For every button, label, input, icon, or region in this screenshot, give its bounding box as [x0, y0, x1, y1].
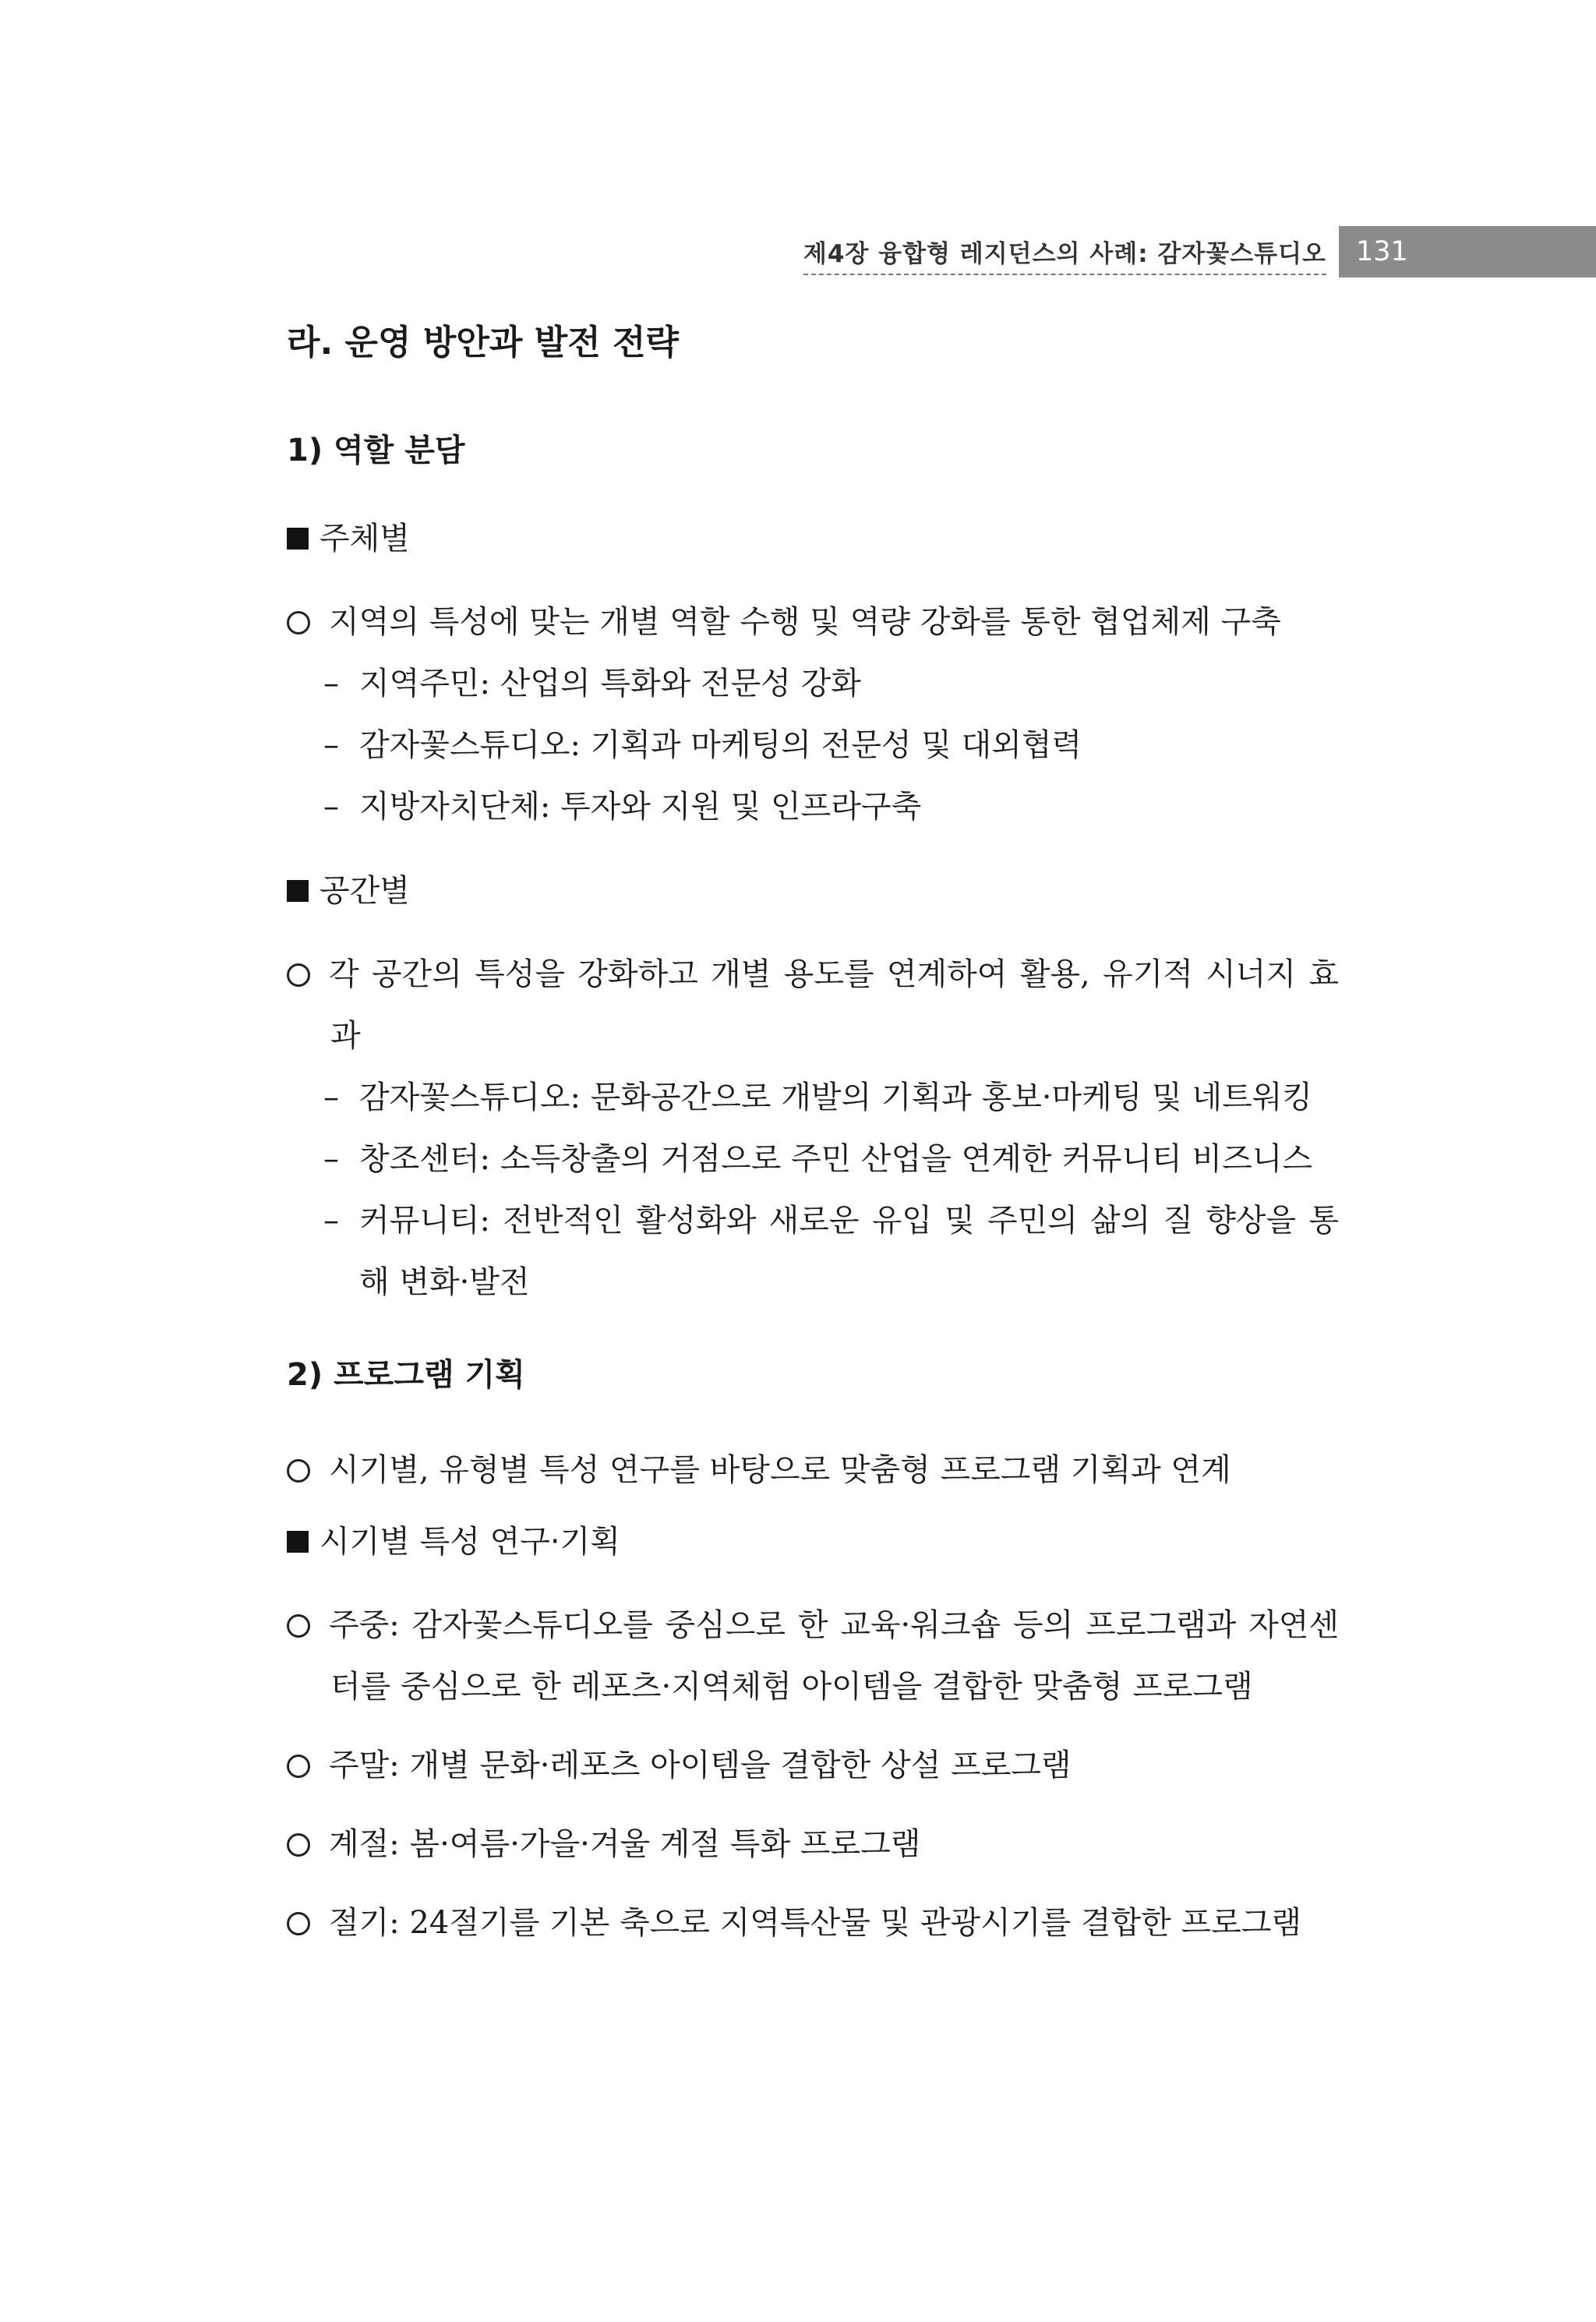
- bullet-text: 지역의 특성에 맞는 개별 역할 수행 및 역량 강화를 통한 협업체제 구축: [329, 604, 1281, 640]
- square-bullet-icon: [287, 1531, 309, 1553]
- circle-bullet-icon: [287, 963, 310, 987]
- dash-list-item: [287, 776, 1339, 838]
- item-text: 창조센터: 소득창출의 거점으로 주민 산업을 연계한 커뮤니티 비즈니스: [359, 1141, 1313, 1177]
- dash-list-item: [287, 1067, 1339, 1129]
- dash-list-item: [287, 715, 1339, 776]
- circle-bullet-item: [287, 592, 1339, 653]
- dash-marker: –: [323, 666, 339, 702]
- group-heading-by-actor: [287, 515, 1339, 562]
- square-bullet-icon: [287, 528, 309, 550]
- item-text: 지방자치단체: 투자와 지원 및 인프라구축: [359, 789, 922, 825]
- group-label: 공간별: [320, 873, 410, 909]
- item-text: 지역주민: 산업의 특화와 전문성 강화: [359, 666, 861, 702]
- circle-bullet-icon: [287, 1614, 310, 1638]
- dash-marker: –: [323, 727, 339, 763]
- dash-list-item: [287, 653, 1339, 715]
- section-title: 라. 운영 방안과 발전 전략: [287, 323, 680, 362]
- bullet-text: 주중: 감자꽃스튜디오를 중심으로 한 교육·워크숍 등의 프로그램과 자연센터를 중심으로 한 레포츠·지역체험 아이템을 결합한 맞춤형 프로그램: [329, 1607, 1339, 1705]
- item-text: 감자꽃스튜디오: 문화공간으로 개발의 기획과 홍보·마케팅 및 네트워킹: [359, 1080, 1313, 1115]
- group-label: 주체별: [320, 521, 410, 557]
- circle-bullet-icon: [287, 1459, 310, 1483]
- bullet-text: 시기별, 유형별 특성 연구를 바탕으로 맞춤형 프로그램 기획과 연계: [329, 1452, 1231, 1488]
- circle-bullet-icon: [287, 1912, 310, 1935]
- item-text: 감자꽃스튜디오: 기획과 마케팅의 전문성 및 대외협력: [359, 727, 1082, 763]
- dash-marker: –: [323, 1203, 339, 1239]
- bullet-text: 계절: 봄·여름·가을·겨울 계절 특화 프로그램: [329, 1826, 921, 1862]
- circle-bullet-icon: [287, 1833, 310, 1857]
- dash-marker: –: [323, 1141, 339, 1177]
- dash-marker: –: [323, 789, 339, 825]
- dash-list-item: [287, 1129, 1339, 1190]
- page-number-box: [1339, 226, 1596, 277]
- bullet-text: 절기: 24절기를 기본 축으로 지역특산물 및 관광시기를 결합한 프로그램: [329, 1905, 1302, 1941]
- page-header: [0, 226, 1596, 281]
- subsection-title-roles: 1) 역할 분담: [287, 433, 465, 468]
- page-number: 131: [1356, 236, 1408, 267]
- square-bullet-icon: [287, 880, 309, 902]
- bullet-text: 각 공간의 특성을 강화하고 개별 용도를 연계하여 활용, 유기적 시너지 효과: [329, 956, 1339, 1054]
- circle-bullet-item: [287, 1440, 1339, 1501]
- group-label: 시기별 특성 연구·기획: [320, 1524, 620, 1560]
- circle-bullet-item: [287, 1893, 1339, 1954]
- group-heading-by-season: [287, 1518, 1339, 1565]
- circle-bullet-item: [287, 1735, 1339, 1797]
- circle-bullet-item: [287, 944, 1339, 1067]
- bullet-text: 주말: 개별 문화·레포츠 아이템을 결합한 상설 프로그램: [329, 1748, 1072, 1783]
- dash-marker: –: [323, 1080, 339, 1115]
- circle-bullet-icon: [287, 611, 310, 634]
- circle-bullet-item: [287, 1814, 1339, 1875]
- page-body: [287, 316, 1339, 1971]
- running-title: 제4장 융합형 레지던스의 사례: 감자꽃스튜디오: [803, 234, 1326, 275]
- circle-bullet-icon: [287, 1755, 310, 1778]
- dash-list: [287, 653, 1339, 838]
- dash-list: [287, 1067, 1339, 1313]
- circle-bullet-item: [287, 1595, 1339, 1718]
- group-heading-by-space: [287, 868, 1339, 914]
- dash-list-item: [287, 1190, 1339, 1313]
- item-text: 커뮤니티: 전반적인 활성화와 새로운 유입 및 주민의 삶의 질 향상을 통해 변화·발전: [359, 1203, 1339, 1300]
- subsection-title-program: 2) 프로그램 기획: [287, 1357, 525, 1393]
